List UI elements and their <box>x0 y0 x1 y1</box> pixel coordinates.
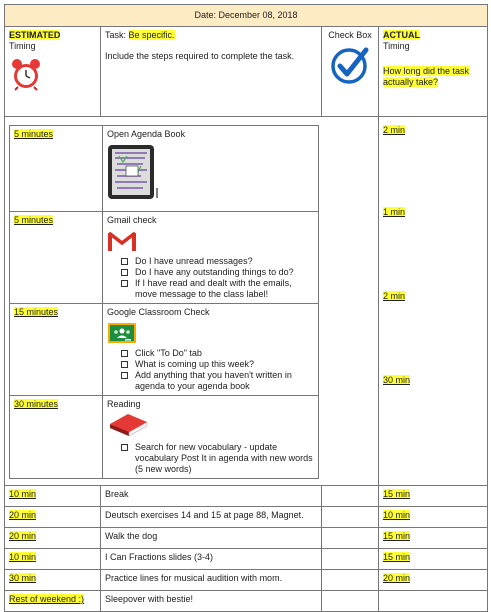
agenda-actual-cell <box>379 203 487 287</box>
table-row <box>5 507 488 528</box>
estimated-value: 10 min <box>9 552 37 562</box>
task-note: Include the steps required to complete the task. <box>105 51 295 61</box>
task-cell: I Can Fractions slides (3-4) <box>101 549 322 570</box>
estimated-cell <box>5 528 101 549</box>
list-item: Add anything that you haven't written in agenda to your agenda book <box>121 370 314 392</box>
checkbox-cell[interactable] <box>322 570 379 591</box>
estimated-cell <box>5 549 101 570</box>
actual-header <box>379 27 488 117</box>
gmail-checklist <box>107 256 314 300</box>
task-cell: Deutsch exercises 14 and 15 at page 88, Magnet. <box>101 507 322 528</box>
agenda-estimated <box>10 126 103 212</box>
estimated-value: Rest of weekend :) <box>9 594 85 604</box>
agenda-task <box>103 126 319 212</box>
agenda-container <box>5 117 379 486</box>
estimated-value: 20 min <box>9 531 37 541</box>
agenda-estimated <box>10 396 103 479</box>
estimated-cell <box>5 591 101 612</box>
table-row <box>5 591 488 612</box>
estimated-value: 5 minutes <box>14 215 54 225</box>
task-prefix: Task: <box>105 30 129 40</box>
agenda-task-title: Google Classroom Check <box>107 307 210 317</box>
google-classroom-icon <box>107 322 137 344</box>
agenda-actual-cell <box>379 371 487 447</box>
actual-value: 2 min <box>383 125 406 135</box>
estimated-value: 30 minutes <box>14 399 59 409</box>
task-cell: Break <box>101 486 322 507</box>
actual-question: How long did the task actually take? <box>383 66 470 87</box>
book-icon <box>107 412 149 438</box>
estimated-value: 5 minutes <box>14 129 54 139</box>
list-item: What is coming up this week? <box>121 359 314 370</box>
actual-cell <box>379 570 488 591</box>
estimated-value: 10 min <box>9 489 37 499</box>
actual-cell <box>379 549 488 570</box>
estimated-cell <box>5 570 101 591</box>
estimated-sub: Timing <box>9 41 36 51</box>
actual-value: 15 min <box>383 552 411 562</box>
agenda-estimated <box>10 304 103 396</box>
reading-checklist <box>107 442 314 475</box>
task-highlight: Be specific. <box>128 30 175 40</box>
agenda-actual-column <box>379 117 488 486</box>
actual-value: 10 min <box>383 510 411 520</box>
agenda-actual-cell <box>379 287 487 371</box>
table-row <box>5 486 488 507</box>
estimated-cell <box>5 486 101 507</box>
actual-value: 15 min <box>383 489 411 499</box>
classroom-checklist <box>107 348 314 392</box>
agenda-actual-cell <box>379 117 487 203</box>
task-cell: Sleepover with bestie! <box>101 591 322 612</box>
table-row <box>5 528 488 549</box>
checkbox-cell[interactable] <box>322 507 379 528</box>
estimated-header <box>5 27 101 117</box>
alarm-clock-icon <box>9 57 43 91</box>
actual-value: 1 min <box>383 207 406 217</box>
time-planner-table <box>4 4 488 612</box>
estimated-value: 20 min <box>9 510 37 520</box>
task-cell: Walk the dog <box>101 528 322 549</box>
agenda-task <box>103 304 319 396</box>
actual-value: 15 min <box>383 531 411 541</box>
agenda-subtable <box>9 125 319 479</box>
checkbox-cell[interactable] <box>322 591 379 612</box>
list-item: If I have read and dealt with the emails, move message to the class label! <box>121 278 314 300</box>
actual-cell <box>379 591 488 612</box>
table-row <box>5 549 488 570</box>
actual-value: 2 min <box>383 291 406 301</box>
date-text: Date: December 08, 2018 <box>194 10 298 20</box>
date-header <box>5 5 488 27</box>
actual-cell <box>379 486 488 507</box>
agenda-task <box>103 212 319 304</box>
gmail-icon <box>107 230 137 252</box>
checkbox-title: Check Box <box>328 30 372 40</box>
estimated-value: 15 minutes <box>14 307 59 317</box>
agenda-task-title: Reading <box>107 399 141 409</box>
checkbox-header <box>322 27 379 117</box>
table-row <box>5 570 488 591</box>
actual-value: 30 min <box>383 375 411 385</box>
list-item: Click "To Do" tab <box>121 348 314 359</box>
actual-title: ACTUAL <box>383 30 420 40</box>
actual-sub: Timing <box>383 41 410 51</box>
checkbox-cell[interactable] <box>322 549 379 570</box>
estimated-title: ESTIMATED <box>9 30 61 40</box>
agenda-book-icon <box>107 144 159 200</box>
list-item: Do I have unread messages? <box>121 256 314 267</box>
actual-cell <box>379 507 488 528</box>
estimated-value: 30 min <box>9 573 37 583</box>
actual-value: 20 min <box>383 573 411 583</box>
task-header <box>101 27 322 117</box>
estimated-cell <box>5 507 101 528</box>
planner-sheet <box>4 4 487 604</box>
list-item: Search for new vocabulary - update vocabulary Post It in agenda with new words (5 new words) <box>121 442 314 475</box>
agenda-task-title: Gmail check <box>107 215 157 225</box>
agenda-estimated <box>10 212 103 304</box>
agenda-task-title: Open Agenda Book <box>107 129 186 139</box>
checkbox-cell[interactable] <box>322 486 379 507</box>
checkbox-cell[interactable] <box>322 528 379 549</box>
actual-cell <box>379 528 488 549</box>
task-cell: Practice lines for musical audition with mom. <box>101 570 322 591</box>
checkmark-icon <box>330 45 370 85</box>
list-item: Do I have any outstanding things to do? <box>121 267 314 278</box>
agenda-task <box>103 396 319 479</box>
